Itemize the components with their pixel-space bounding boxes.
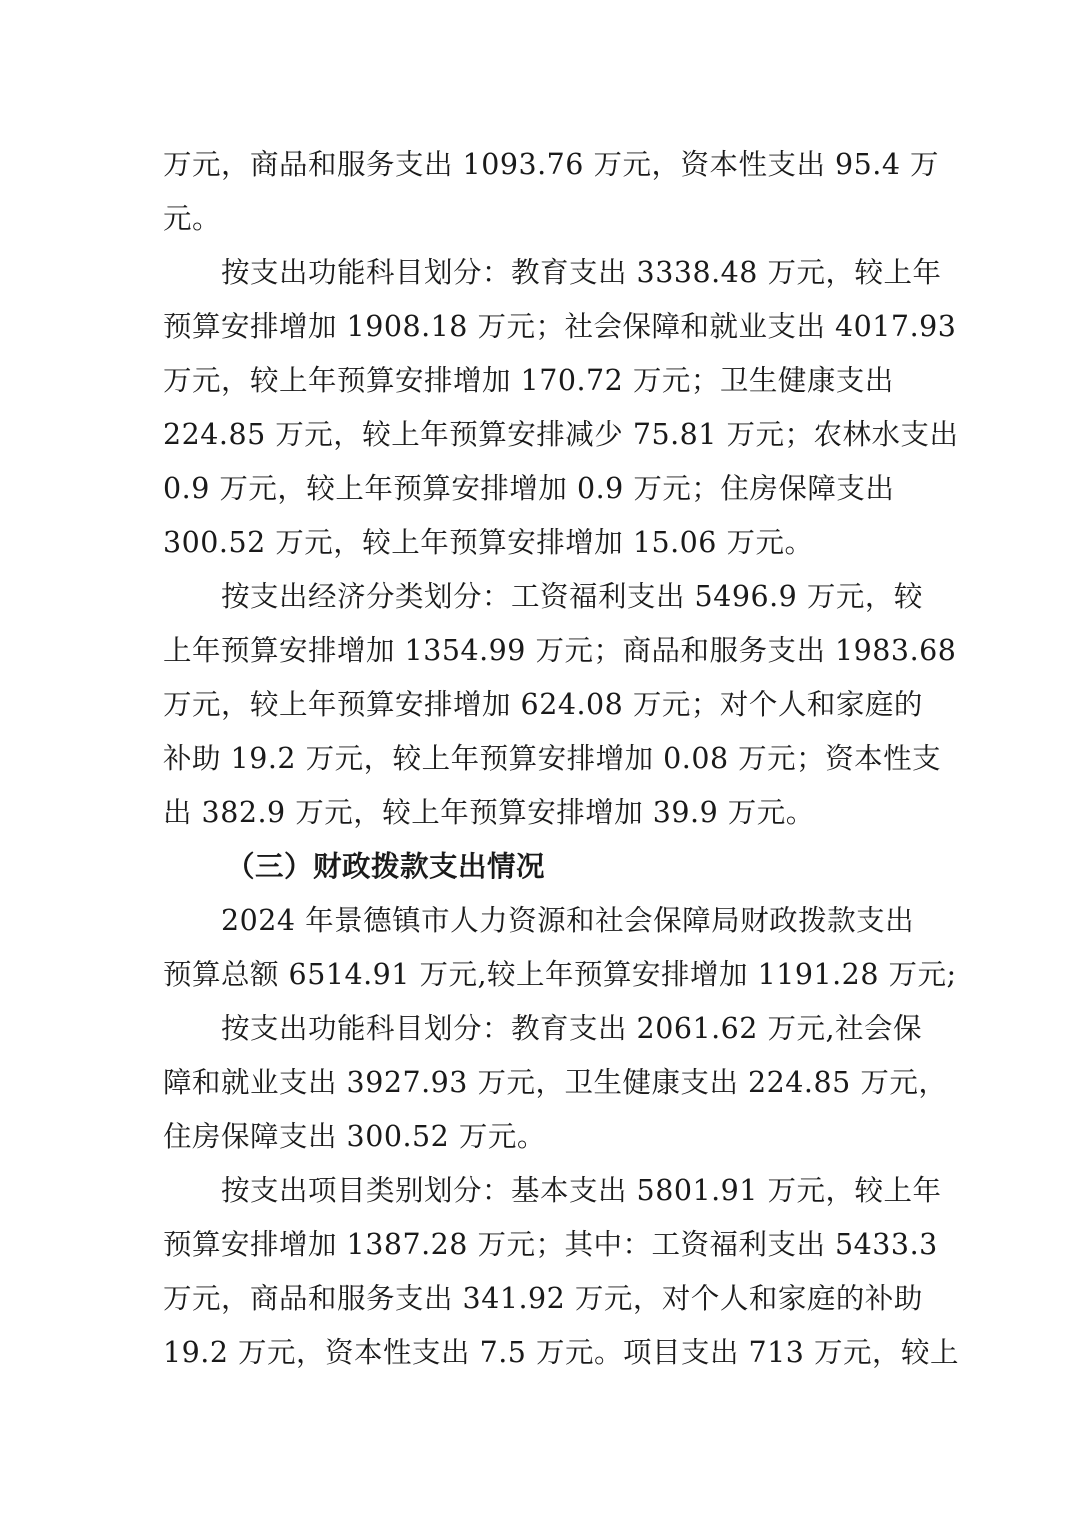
text-line: 住房保障支出 300.52 万元。 bbox=[163, 1120, 546, 1153]
text-line: 上年预算安排增加 1354.99 万元；商品和服务支出 1983.68 bbox=[163, 634, 957, 667]
text-line: 障和就业支出 3927.93 万元，卫生健康支出 224.85 万元， bbox=[163, 1066, 948, 1099]
text-line: 预算安排增加 1387.28 万元；其中：工资福利支出 5433.3 bbox=[163, 1228, 938, 1261]
text-line: 元。 bbox=[163, 202, 222, 235]
text-line: 300.52 万元，较上年预算安排增加 15.06 万元。 bbox=[163, 526, 814, 559]
paragraph-first-line: 按支出经济分类划分：工资福利支出 5496.9 万元，较 bbox=[221, 580, 923, 613]
text-line: 0.9 万元，较上年预算安排增加 0.9 万元；住房保障支出 bbox=[163, 472, 895, 505]
text-line: 万元，较上年预算安排增加 170.72 万元；卫生健康支出 bbox=[163, 364, 894, 397]
paragraph-first-line: 按支出功能科目划分：教育支出 2061.62 万元,社会保 bbox=[221, 1012, 923, 1045]
text-line: 出 382.9 万元，较上年预算安排增加 39.9 万元。 bbox=[163, 796, 815, 829]
section-heading: （三）财政拨款支出情况 bbox=[226, 850, 546, 883]
text-line: 补助 19.2 万元，较上年预算安排增加 0.08 万元；资本性支 bbox=[163, 742, 942, 775]
text-line: 预算安排增加 1908.18 万元；社会保障和就业支出 4017.93 bbox=[163, 310, 957, 343]
text-line: 万元，商品和服务支出 1093.76 万元，资本性支出 95.4 万 bbox=[163, 148, 940, 181]
text-line: 224.85 万元，较上年预算安排减少 75.81 万元；农林水支出 bbox=[163, 418, 959, 451]
paragraph-first-line: 按支出项目类别划分：基本支出 5801.91 万元，较上年 bbox=[221, 1174, 942, 1207]
text-line: 万元，较上年预算安排增加 624.08 万元；对个人和家庭的 bbox=[163, 688, 923, 721]
paragraph-first-line: 2024 年景德镇市人力资源和社会保障局财政拨款支出 bbox=[221, 904, 915, 937]
text-line: 19.2 万元，资本性支出 7.5 万元。项目支出 713 万元，较上 bbox=[163, 1336, 959, 1369]
text-line: 预算总额 6514.91 万元,较上年预算安排增加 1191.28 万元; bbox=[163, 958, 957, 991]
paragraph-first-line: 按支出功能科目划分：教育支出 3338.48 万元，较上年 bbox=[221, 256, 942, 289]
text-line: 万元，商品和服务支出 341.92 万元，对个人和家庭的补助 bbox=[163, 1282, 923, 1315]
